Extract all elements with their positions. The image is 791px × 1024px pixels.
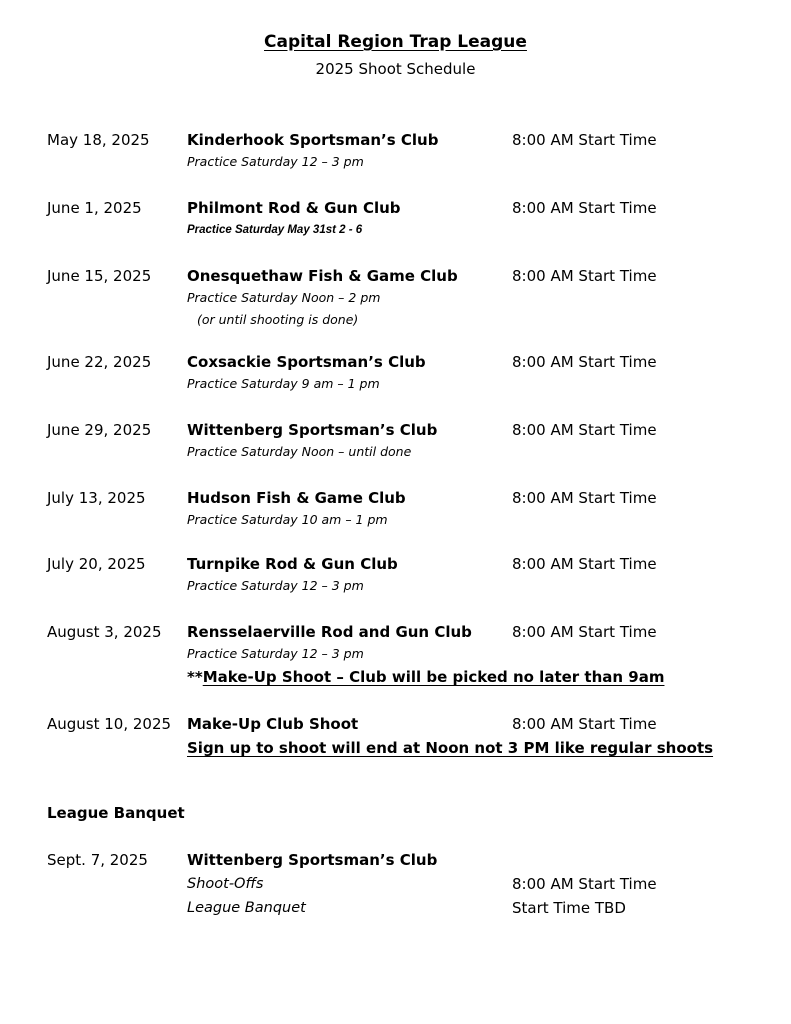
event-time: 8:00 AM Start Time xyxy=(512,131,657,149)
banquet-item-label: League Banquet xyxy=(187,900,306,916)
event-practice: Practice Saturday Noon – 2 pm xyxy=(187,290,381,305)
banquet-item-label: Shoot-Offs xyxy=(187,876,264,892)
event-time: 8:00 AM Start Time xyxy=(512,489,657,507)
event-practice-extra: (or until shooting is done) xyxy=(197,312,359,327)
event-date: June 22, 2025 xyxy=(47,353,152,371)
makeup-notice xyxy=(187,667,664,687)
event-date: July 20, 2025 xyxy=(47,555,146,573)
event-practice: Practice Saturday 12 – 3 pm xyxy=(187,646,364,661)
event-date: June 29, 2025 xyxy=(47,421,152,439)
makeup-notice-text: Make-Up Shoot – Club will be picked no later than 9am xyxy=(202,668,665,686)
event-club: Coxsackie Sportsman’s Club xyxy=(187,353,426,371)
event-club: Hudson Fish & Game Club xyxy=(187,489,406,507)
event-date: July 13, 2025 xyxy=(47,489,146,507)
event-practice: Practice Saturday 12 – 3 pm xyxy=(187,578,364,593)
event-club: Onesquethaw Fish & Game Club xyxy=(187,267,458,285)
banquet-item-time: Start Time TBD xyxy=(512,899,626,917)
event-date: May 18, 2025 xyxy=(47,131,150,149)
banquet-club: Wittenberg Sportsman’s Club xyxy=(187,851,438,869)
event-practice: Practice Saturday May 31st 2 - 6 xyxy=(187,224,363,236)
signup-notice-text: Sign up to shoot will end at Noon not 3 PM like regular shoots xyxy=(187,739,714,757)
event-club: Make-Up Club Shoot xyxy=(187,715,359,733)
event-club: Rensselaerville Rod and Gun Club xyxy=(187,623,472,641)
event-date: June 1, 2025 xyxy=(47,199,142,217)
event-practice: Practice Saturday Noon – until done xyxy=(187,444,412,459)
event-practice: Practice Saturday 10 am – 1 pm xyxy=(187,512,388,527)
event-practice: Practice Saturday 12 – 3 pm xyxy=(187,154,364,169)
event-club: Philmont Rod & Gun Club xyxy=(187,199,401,217)
event-time: 8:00 AM Start Time xyxy=(512,555,657,573)
event-club: Kinderhook Sportsman’s Club xyxy=(187,131,439,149)
event-club: Wittenberg Sportsman’s Club xyxy=(187,421,438,439)
banquet-heading: League Banquet xyxy=(47,804,185,822)
event-time: 8:00 AM Start Time xyxy=(512,267,657,285)
event-date: August 3, 2025 xyxy=(47,623,162,641)
event-time: 8:00 AM Start Time xyxy=(512,199,657,217)
event-time: 8:00 AM Start Time xyxy=(512,353,657,371)
banquet-item-time: 8:00 AM Start Time xyxy=(512,875,657,893)
makeup-notice-prefix: ** xyxy=(187,668,203,686)
event-date: August 10, 2025 xyxy=(47,715,172,733)
document-subtitle: 2025 Shoot Schedule xyxy=(315,60,476,78)
banquet-date: Sept. 7, 2025 xyxy=(47,851,148,869)
signup-notice xyxy=(187,738,713,758)
document-title-text: Capital Region Trap League xyxy=(264,32,527,52)
event-time: 8:00 AM Start Time xyxy=(512,421,657,439)
event-time: 8:00 AM Start Time xyxy=(512,623,657,641)
document-title xyxy=(0,31,791,53)
event-practice: Practice Saturday 9 am – 1 pm xyxy=(187,376,380,391)
event-club: Turnpike Rod & Gun Club xyxy=(187,555,398,573)
event-date: June 15, 2025 xyxy=(47,267,152,285)
event-time: 8:00 AM Start Time xyxy=(512,715,657,733)
